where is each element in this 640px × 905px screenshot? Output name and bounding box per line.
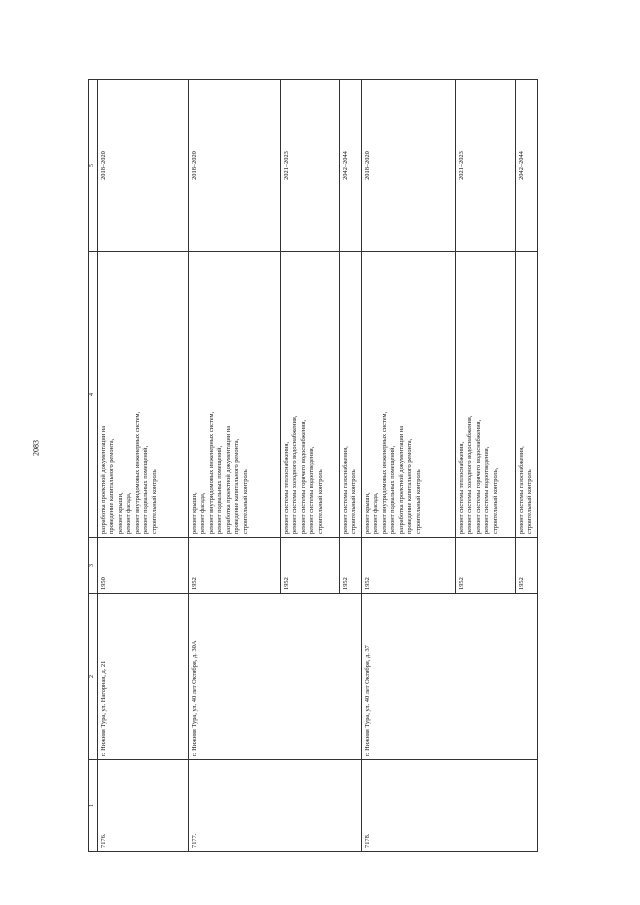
- year-built: 1952: [280, 538, 339, 594]
- repair-work-item: ремонт внутридомовых инженерных систем,: [380, 411, 388, 534]
- repair-work-item: строительный контроль: [414, 469, 422, 534]
- repair-work-item: ремонт внутридомовых инженерных систем,: [207, 411, 215, 534]
- repair-work-item: проведение капитального ремонта,: [406, 438, 414, 534]
- repair-period: 2018–2020: [97, 80, 188, 252]
- repair-period: 2021–2023: [280, 80, 339, 252]
- repair-work-item: ремонт подвальных помещений,: [216, 445, 224, 534]
- page-number: 2083: [31, 440, 41, 456]
- repair-works: [339, 252, 361, 538]
- year-built: 1952: [339, 538, 361, 594]
- building-address: г. Нижняя Тура, ул. 40 лет Октября, д. 30А: [188, 594, 361, 760]
- column-number: 4: [89, 252, 98, 538]
- repair-work-item: ремонт системы горячего водоснабжения,: [299, 419, 307, 534]
- repair-work-item: строительный контроль: [350, 469, 358, 534]
- repair-work-item: ремонт системы водоотведения,: [308, 446, 316, 534]
- repair-work-item: разработка проектной документации на: [397, 425, 405, 534]
- repair-work-item: строительный контроль: [316, 469, 324, 534]
- column-number: 1: [89, 760, 98, 852]
- repair-work-item: ремонт фасада,: [372, 492, 380, 534]
- repair-period: 2042–2044: [339, 80, 361, 252]
- building-address: г. Нижняя Тура, ул. Нагорная, д. 21: [97, 594, 188, 760]
- repair-work-item: строительный контроль,: [491, 467, 499, 534]
- repair-work-item: ремонт крыши,: [190, 492, 198, 534]
- repair-works: [97, 252, 188, 538]
- repair-work-item: проведение капитального ремонта,: [108, 438, 116, 534]
- repair-work-item: ремонт системы холодного водоснабжения,: [466, 415, 474, 534]
- repair-period: 2042–2044: [515, 80, 537, 252]
- table-row: [188, 80, 280, 852]
- column-number-header-row: [89, 80, 98, 852]
- repair-work-item: ремонт подвальных помещений,: [389, 445, 397, 534]
- repair-work-item: ремонт внутридомовых инженерных систем,: [133, 411, 141, 534]
- repair-work-item: ремонт крыши,: [116, 492, 124, 534]
- row-number: 7178.: [361, 760, 537, 852]
- repair-work-item: ремонт системы газоснабжения,: [341, 446, 349, 534]
- column-number: 5: [89, 80, 98, 252]
- repair-period: 2018–2020: [188, 80, 280, 252]
- year-built: 1952: [455, 538, 515, 594]
- year-built: 1950: [97, 538, 188, 594]
- repair-work-item: ремонт крыши,: [363, 492, 371, 534]
- year-built: 1952: [361, 538, 455, 594]
- repair-work-item: разработка проектной документации на: [224, 425, 232, 534]
- repair-work-item: строительный контроль: [526, 469, 534, 534]
- repair-work-item: разработка проектной документации на: [99, 425, 107, 534]
- repair-work-item: ремонт системы холодного водоснабжения,: [291, 415, 299, 534]
- row-number: 7176.: [97, 760, 188, 852]
- repair-work-item: ремонт системы горячего водоснабжения,: [474, 419, 482, 534]
- column-number: 3: [89, 538, 98, 594]
- table-row: [361, 80, 455, 852]
- repair-works: [280, 252, 339, 538]
- repair-work-item: строительный контроль: [150, 469, 158, 534]
- repair-schedule-table: [88, 79, 538, 852]
- row-number: 7177.: [188, 760, 361, 852]
- repair-works: [188, 252, 280, 538]
- repair-works: [455, 252, 515, 538]
- repair-period: 2018–2020: [361, 80, 455, 252]
- table-row: [97, 80, 188, 852]
- repair-period: 2021–2023: [455, 80, 515, 252]
- repair-work-item: ремонт фасада,: [125, 492, 133, 534]
- building-address: г. Нижняя Тура, ул. 40 лет Октября, д. 37: [361, 594, 537, 760]
- repair-works: [515, 252, 537, 538]
- year-built: 1952: [188, 538, 280, 594]
- repair-works: [361, 252, 455, 538]
- repair-work-item: ремонт системы водоотведения,: [483, 446, 491, 534]
- repair-work-item: ремонт системы теплоснабжения,: [457, 441, 465, 534]
- year-built: 1952: [515, 538, 537, 594]
- rotated-page-content: [88, 80, 534, 852]
- repair-work-item: строительный контроль: [241, 469, 249, 534]
- repair-work-item: ремонт системы газоснабжения,: [517, 446, 525, 534]
- repair-work-item: ремонт фасада,: [199, 492, 207, 534]
- repair-work-item: проведение капитального ремонта,: [233, 438, 241, 534]
- repair-work-item: ремонт системы теплоснабжения,: [282, 441, 290, 534]
- repair-work-item: ремонт подвальных помещений,: [142, 445, 150, 534]
- column-number: 2: [89, 594, 98, 760]
